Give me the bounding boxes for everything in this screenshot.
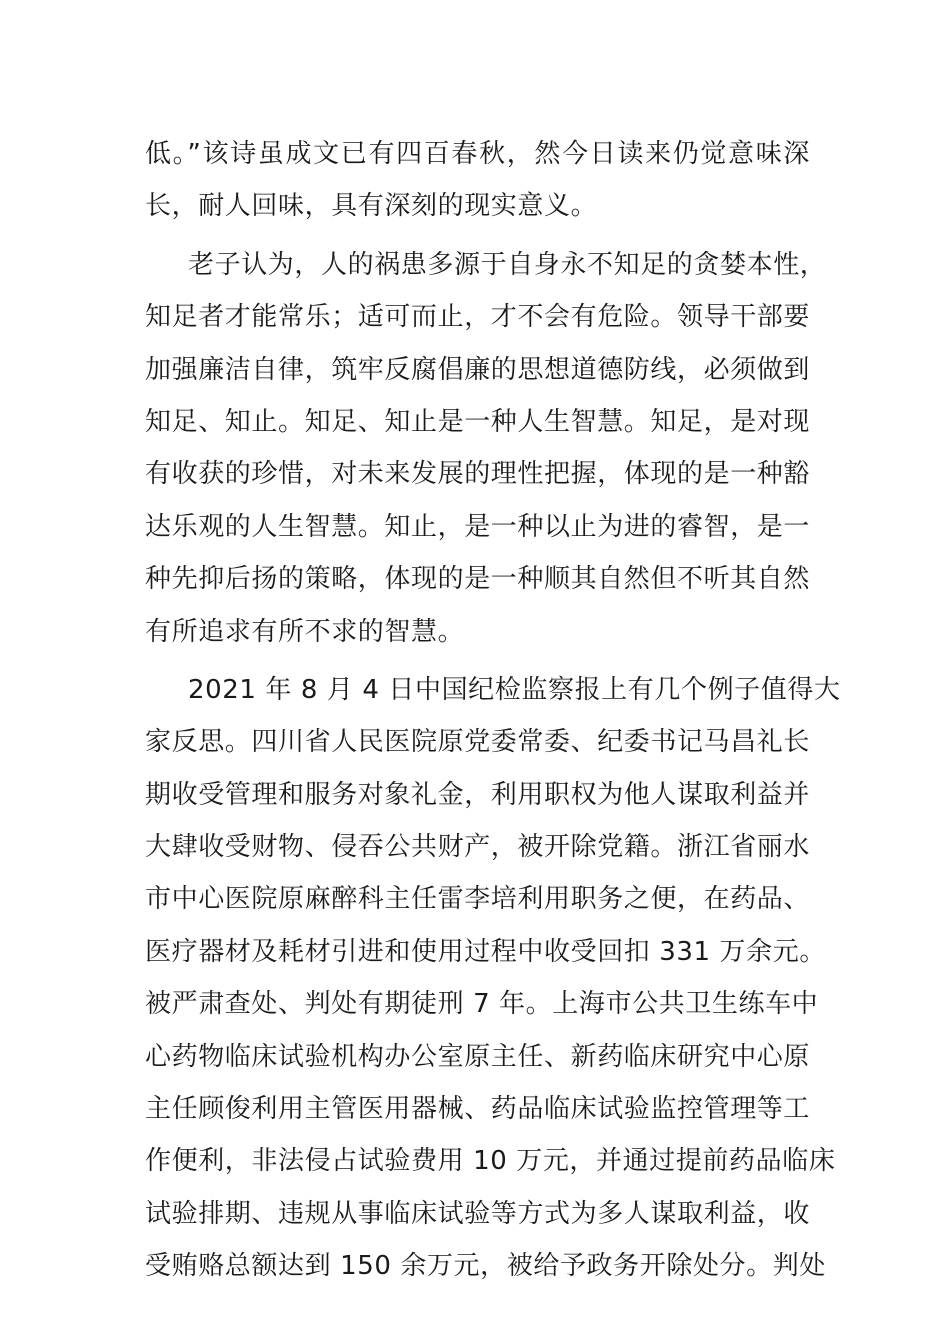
text-line: 达乐观的人生智慧。知止，是一种以止为进的睿智，是一 [145, 511, 811, 542]
paragraph-1 [145, 128, 810, 233]
text-line: 期收受管理和服务对象礼金，利用职权为他人谋取利益并 [145, 779, 811, 810]
text-line: 老子认为，人的祸患多源于自身永不知足的贪婪本性， [188, 249, 827, 280]
text-line: 知足、知止。知足、知止是一种人生智慧。知足，是对现 [145, 406, 811, 437]
text-line: 种先抑后扬的策略，体现的是一种顺其自然但不听其自然 [145, 564, 811, 595]
text-line: 大肆收受财物、侵吞公共财产，被开除党籍。浙江省丽水 [145, 832, 811, 863]
text-line: 长，耐人回味，具有深刻的现实意义。 [145, 191, 598, 222]
text-line: 2021 年 8 月 4 日中国纪检监察报上有几个例子值得大 [188, 674, 841, 705]
text-line: 被严肃查处、判处有期徒刑 7 年。上海市公共卫生练车中 [145, 989, 819, 1020]
text-line: 有所追求有所不求的智慧。 [145, 616, 465, 647]
paragraph-2 [145, 239, 827, 658]
text-line: 作便利，非法侵占试验费用 10 万元，并通过提前药品临床 [145, 1146, 836, 1177]
text-line: 试验排期、违规从事临床试验等方式为多人谋取利益，收 [145, 1198, 811, 1229]
text-line: 心药物临床试验机构办公室原主任、新药临床研究中心原 [145, 1041, 811, 1072]
text-line: 主任顾俊利用主管医用器械、药品临床试验监控管理等工 [145, 1094, 811, 1125]
paragraph-3 [145, 664, 841, 1293]
text-line: 低。”该诗虽成文已有四百春秋，然今日读来仍觉意味深 [145, 139, 810, 169]
text-line: 受贿赂总额达到 150 余万元，被给予政务开除处分。判处 [145, 1251, 826, 1282]
text-line: 市中心医院原麻醉科主任雷李培利用职务之便，在药品、 [145, 884, 811, 915]
text-line: 有收获的珍惜，对未来发展的理性把握，体现的是一种豁 [145, 459, 811, 490]
text-line: 医疗器材及耗材引进和使用过程中收受回扣 331 万余元。 [145, 936, 826, 967]
text-line: 家反思。四川省人民医院原党委常委、纪委书记马昌礼长 [145, 727, 811, 758]
text-line: 知足者才能常乐；适可而止，才不会有危险。领导干部要 [145, 302, 811, 333]
document-body [145, 128, 841, 1293]
text-line: 加强廉洁自律，筑牢反腐倡廉的思想道德防线，必须做到 [145, 354, 811, 385]
